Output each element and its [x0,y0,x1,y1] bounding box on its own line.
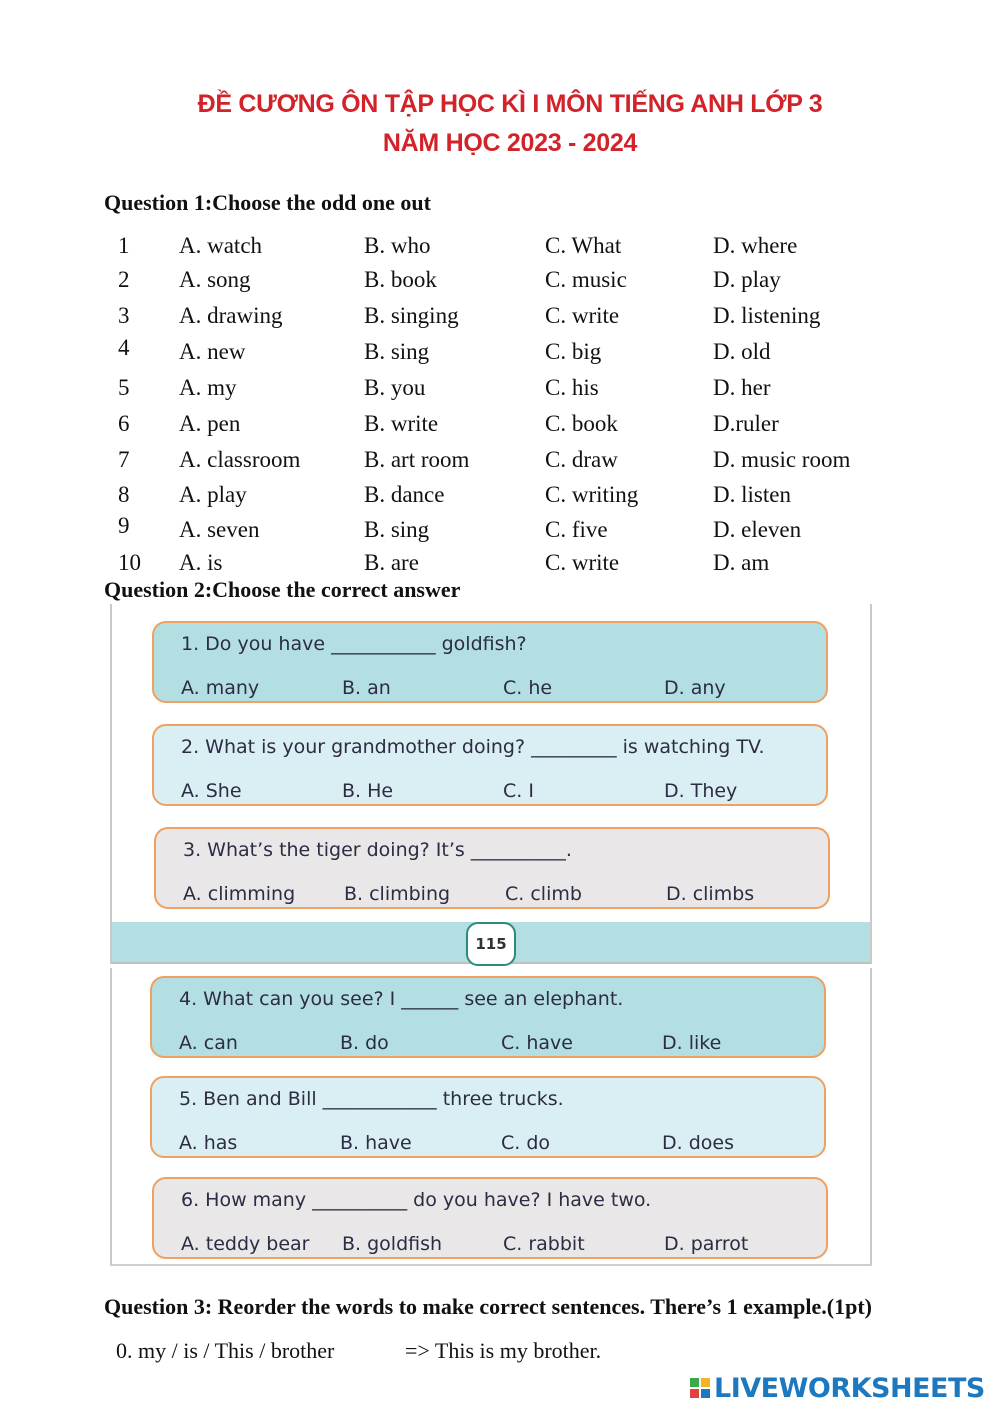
question1-row [0,233,999,263]
question1-row [0,267,999,297]
option-a[interactable]: A. new [179,339,246,364]
option-b[interactable]: B. who [364,233,431,258]
option-b[interactable]: B. have [340,1132,412,1154]
option-d[interactable]: D. her [713,375,771,400]
option-c[interactable]: C. do [501,1132,551,1154]
exercise-panel-top [110,604,872,922]
option-d[interactable]: D. listening [713,303,821,328]
mcq-question: 3. What’s the tiger doing? It’s __________. [183,839,572,861]
option-c[interactable]: C. five [545,517,608,542]
option-a[interactable]: A. She [181,780,242,802]
option-b[interactable]: B. goldfish [342,1233,443,1255]
option-a[interactable]: A. teddy bear [181,1233,310,1255]
logo-square [690,1378,699,1387]
option-c[interactable]: C. have [501,1032,573,1054]
option-a[interactable]: A. climming [183,883,296,905]
example-prompt: 0. my / is / This / brother [116,1338,335,1363]
option-c[interactable]: C. write [545,550,620,575]
option-d[interactable]: D. music room [713,447,851,472]
liveworksheets-logo [690,1370,985,1406]
option-d[interactable]: D. listen [713,482,791,507]
option-b[interactable]: B. sing [364,339,430,364]
question1-heading: Question 1:Choose the odd one out [104,190,431,215]
option-b[interactable]: B. climbing [344,883,451,905]
option-a[interactable]: A. classroom [179,447,301,472]
option-c[interactable]: C. I [503,780,534,802]
option-c[interactable]: C. his [545,375,599,400]
question3-heading: Question 3: Reorder the words to make correct sentences. There’s 1 example.(1pt) [104,1294,873,1319]
example-answer: => This is my brother. [405,1338,602,1363]
exercise-panel-bottom [110,968,872,1266]
option-a[interactable]: A. can [179,1032,238,1054]
option-c[interactable]: C. rabbit [503,1233,585,1255]
mcq-box-6 [152,1177,828,1259]
question1-row [0,375,999,405]
option-b[interactable]: B. He [342,780,394,802]
question1-row [0,335,999,369]
question1-row [0,513,999,547]
option-d[interactable]: D. play [713,267,781,292]
option-d[interactable]: D. They [664,780,738,802]
option-d[interactable]: D. old [713,339,771,364]
option-c[interactable]: C. music [545,267,627,292]
option-b[interactable]: B. you [364,375,426,400]
option-b[interactable]: B. write [364,411,439,436]
item-number: 4 [118,335,130,360]
option-c[interactable]: C. book [545,411,618,436]
option-d[interactable]: D. eleven [713,517,802,542]
page-number-badge: 115 [466,922,516,966]
logo-square [701,1378,710,1387]
item-number: 5 [118,375,130,400]
mcq-question: 5. Ben and Bill ____________ three trucks. [179,1088,564,1110]
option-b[interactable]: B. do [340,1032,389,1054]
option-b[interactable]: B. art room [364,447,470,472]
mcq-question: 2. What is your grandmother doing? _________ is watching TV. [181,736,765,758]
question1-row [0,411,999,441]
item-number: 10 [118,550,141,575]
option-c[interactable]: C. What [545,233,622,258]
mcq-box-5 [150,1076,826,1158]
title-line-1: ĐỀ CƯƠNG ÔN TẬP HỌC KÌ I MÔN TIẾNG ANH LỚP 3 [197,90,823,118]
question2-heading: Question 2:Choose the correct answer [104,577,461,602]
option-d[interactable]: D.ruler [713,411,779,436]
option-a[interactable]: A. has [179,1132,238,1154]
option-b[interactable]: B. dance [364,482,445,507]
option-d[interactable]: D. parrot [664,1233,749,1255]
mcq-question: 6. How many __________ do you have? I have two. [181,1189,652,1211]
option-b[interactable]: B. are [364,550,419,575]
mcq-box-1 [152,621,828,703]
option-a[interactable]: A. play [179,482,247,507]
item-number: 1 [118,233,130,258]
title-line-2: NĂM HỌC 2023 - 2024 [382,129,638,157]
mcq-box-4 [150,976,826,1058]
option-c[interactable]: C. climb [505,883,582,905]
option-d[interactable]: D. am [713,550,770,575]
option-a[interactable]: A. song [179,267,251,292]
mcq-question: 4. What can you see? I ______ see an elephant. [179,988,624,1010]
page-divider-strip [110,922,872,964]
option-c[interactable]: C. big [545,339,602,364]
mcq-box-2 [152,724,828,806]
option-b[interactable]: B. sing [364,517,430,542]
option-c[interactable]: C. draw [545,447,618,472]
option-c[interactable]: C. write [545,303,620,328]
item-number: 2 [118,267,130,292]
item-number: 6 [118,411,130,436]
option-d[interactable]: D. any [664,677,726,699]
option-d[interactable]: D. does [662,1132,734,1154]
item-number: 8 [118,482,130,507]
option-a[interactable]: A. seven [179,517,260,542]
logo-square [690,1389,699,1398]
option-a[interactable]: A. my [179,375,237,400]
item-number: 3 [118,303,130,328]
option-a[interactable]: A. many [181,677,260,699]
item-number: 9 [118,513,130,538]
option-d[interactable]: D. where [713,233,798,258]
question1-row [0,303,999,333]
brand-name: LIVEWORKSHEETS [714,1372,985,1404]
option-b[interactable]: B. singing [364,303,459,328]
option-b[interactable]: B. book [364,267,437,292]
option-a[interactable]: A. is [179,550,223,575]
option-a[interactable]: A. watch [179,233,263,258]
option-d[interactable]: D. like [662,1032,722,1054]
mcq-question: 1. Do you have ___________ goldfish? [181,633,527,655]
logo-square [701,1389,710,1398]
option-d[interactable]: D. climbs [666,883,755,905]
question1-row [0,447,999,477]
question1-row [0,550,999,580]
item-number: 7 [118,447,130,472]
question1-row [0,482,999,512]
option-a[interactable]: A. pen [179,411,241,436]
option-b[interactable]: B. an [342,677,391,699]
option-c[interactable]: C. writing [545,482,639,507]
liveworksheets-logo-icon [690,1378,710,1398]
mcq-box-3 [154,827,830,909]
option-a[interactable]: A. drawing [179,303,283,328]
option-c[interactable]: C. he [503,677,553,699]
